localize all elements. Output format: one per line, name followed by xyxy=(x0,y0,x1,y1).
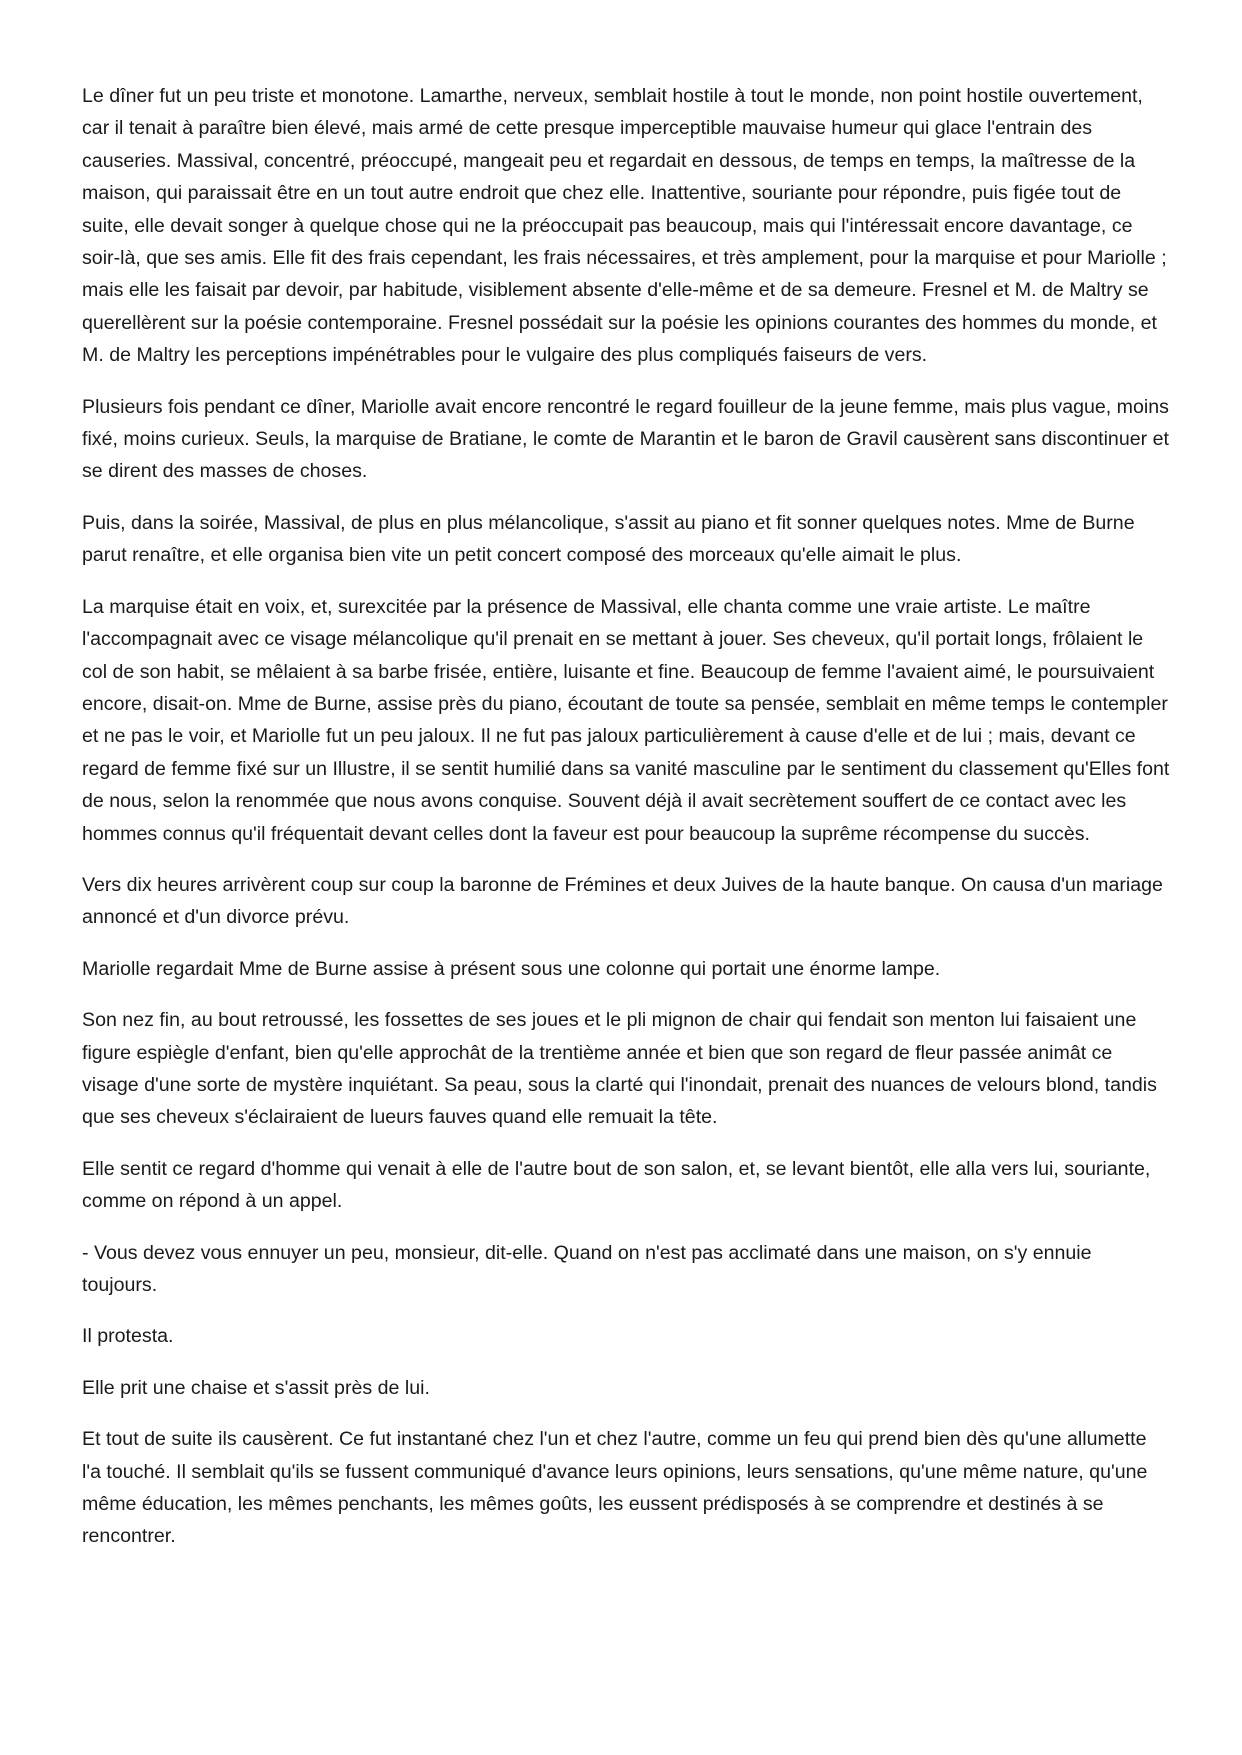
paragraph: Et tout de suite ils causèrent. Ce fut instantané chez l'un et chez l'autre, comme un feu qui prend bien dès qu'une allumette l'a touché. Il semblait qu'ils se fussent communiqué d'avance leurs opinions, leurs sensations, qu'une même nature, qu'une même éducation, les mêmes penchants, les mêmes goûts, les eussent prédisposés à se comprendre et destinés à se rencontrer. xyxy=(82,1428,1148,1548)
paragraph: Elle prit une chaise et s'assit près de lui. xyxy=(82,1376,430,1399)
paragraph: La marquise était en voix, et, surexcitée par la présence de Massival, elle chanta comme une vraie artiste. Le maître l'accompagnait avec ce visage mélancolique qu'il prenait en se mettant à jouer. Ses cheveux, qu'il portait longs, frôlaient le col de son habit, se mêlaient à sa barbe frisée, entière, luisante et fine. Beaucoup de femme l'avaient aimé, le poursuivaient encore, disait-on. Mme de Burne, assise près du piano, écoutant de toute sa pensée, semblait en même temps le contempler et ne pas le voir, et Mariolle fut un peu jaloux. Il ne fut pas jaloux particulièrement à cause d'elle et de lui ; mais, devant ce regard de femme fixé sur un Illustre, il se sentit humilié dans sa vanité masculine par le sentiment du classement qu'Elles font de nous, selon la renommée que nous avons conquise. Souvent déjà il avait secrètement souffert de ce contact avec les hommes connus qu'il fréquentait devant celles dont la faveur est pour beaucoup la suprême récompense du succès. xyxy=(82,595,1170,845)
paragraph: Puis, dans la soirée, Massival, de plus en plus mélancolique, s'assit au piano et fit sonner quelques notes. Mme de Burne parut renaître, et elle organisa bien vite un petit concert composé des morceaux qu'elle aimait le plus. xyxy=(82,511,1135,567)
document-page xyxy=(82,80,1170,1572)
paragraph: Le dîner fut un peu triste et monotone. Lamarthe, nerveux, semblait hostile à tout le monde, non point hostile ouvertement, car il tenait à paraître bien élevé, mais armé de cette presque imperceptible mauvaise humeur qui glace l'entrain des causeries. Massival, concentré, préoccupé, mangeait peu et regardait en dessous, de temps en temps, la maîtresse de la maison, qui paraissait être en un tout autre endroit que chez elle. Inattentive, souriante pour répondre, puis figée tout de suite, elle devait songer à quelque chose qui ne la préoccupait pas beaucoup, mais qui l'intéressait encore davantage, ce soir-là, que ses amis. Elle fit des frais cependant, les frais nécessaires, et très amplement, pour la marquise et pour Mariolle ; mais elle les faisait par devoir, par habitude, visiblement absente d'elle-même et de sa demeure. Fresnel et M. de Maltry se querellèrent sur la poésie contemporaine. Fresnel possédait sur la poésie les opinions courantes des hommes du monde, et M. de Maltry les perceptions impénétrables pour le vulgaire des plus compliqués faiseurs de vers. xyxy=(82,85,1167,367)
paragraph: Son nez fin, au bout retroussé, les fossettes de ses joues et le pli mignon de chair qui fendait son menton lui faisaient une figure espiègle d'enfant, bien qu'elle approchât de la trentième année et bien que son regard de fleur passée animât ce visage d'une sorte de mystère inquiétant. Sa peau, sous la clarté qui l'inondait, prenait des nuances de velours blond, tandis que ses cheveux s'éclairaient de lueurs fauves quand elle remuait la tête. xyxy=(82,1009,1157,1129)
paragraph: - Vous devez vous ennuyer un peu, monsieur, dit-elle. Quand on n'est pas acclimaté dans une maison, on s'y ennuie toujours. xyxy=(82,1241,1092,1296)
paragraph: Mariolle regardait Mme de Burne assise à présent sous une colonne qui portait une énorme lampe. xyxy=(82,957,941,980)
paragraph: Elle sentit ce regard d'homme qui venait à elle de l'autre bout de son salon, et, se levant bientôt, elle alla vers lui, souriante, comme on répond à un appel. xyxy=(82,1157,1151,1213)
paragraph: Il protesta. xyxy=(82,1325,174,1348)
paragraph: Vers dix heures arrivèrent coup sur coup la baronne de Frémines et deux Juives de la haute banque. On causa d'un mariage annoncé et d'un divorce prévu. xyxy=(82,873,1163,929)
paragraph: Plusieurs fois pendant ce dîner, Mariolle avait encore rencontré le regard fouilleur de la jeune femme, mais plus vague, moins fixé, moins curieux. Seuls, la marquise de Bratiane, le comte de Marantin et le baron de Gravil causèrent sans discontinuer et se dirent des masses de choses. xyxy=(82,395,1169,483)
